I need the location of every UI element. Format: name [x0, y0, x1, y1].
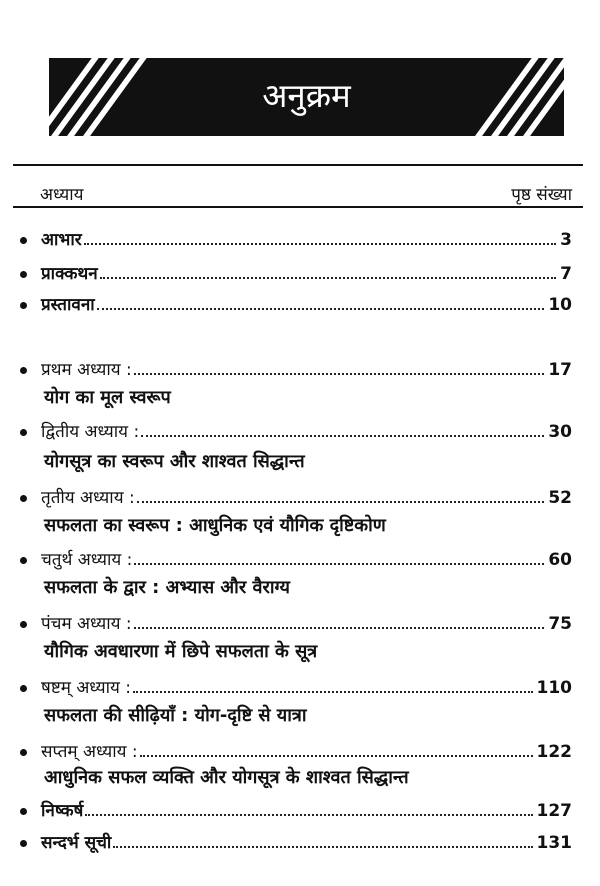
page-number: 122: [536, 742, 572, 762]
toc-entry: [20, 484, 572, 508]
chapter-subtitle: सफलता की सीढ़ियाँ : योग-दृष्टि से यात्रा: [44, 705, 307, 726]
chapter-subtitle: सफलता के द्वार : अभ्यास और वैराग्य: [44, 577, 290, 598]
toc-entry: [20, 260, 572, 284]
dot-leader: [100, 277, 556, 279]
dot-leader: [134, 627, 545, 629]
toc-entry: [20, 738, 572, 762]
toc-entry: [20, 610, 572, 634]
page-number: 17: [548, 360, 572, 380]
chapter-subtitle: सफलता का स्वरूप : आधुनिक एवं यौगिक दृष्टिकोण: [44, 515, 386, 536]
dot-leader: [141, 435, 544, 437]
bullet-icon: [20, 302, 27, 309]
entry-label: निष्कर्ष: [41, 801, 84, 821]
entry-label: तृतीय अध्याय :: [41, 488, 135, 508]
chapter-subtitle: योगसूत्र का स्वरूप और शाश्वत सिद्धान्त: [44, 451, 305, 472]
dot-leader: [84, 243, 556, 245]
page-number: 3: [560, 230, 572, 250]
bullet-icon: [20, 749, 27, 756]
page-number: 30: [548, 422, 572, 442]
entry-label: षष्टम् अध्याय :: [41, 678, 131, 698]
toc-entry: [20, 829, 572, 853]
entry-label: सन्दर्भ सूची: [41, 833, 112, 853]
entry-label: प्रथम अध्याय :: [41, 360, 132, 380]
page-number: 110: [536, 678, 572, 698]
dot-leader: [113, 846, 532, 848]
dot-leader: [85, 814, 532, 816]
bullet-icon: [20, 429, 27, 436]
page-number: 52: [548, 488, 572, 508]
bullet-icon: [20, 840, 27, 847]
entry-label: द्वितीय अध्याय :: [41, 422, 140, 442]
entry-label: प्राक्कथन: [41, 264, 98, 284]
bullet-icon: [20, 557, 27, 564]
entry-label: प्रस्तावना: [41, 295, 95, 315]
page-number: 10: [548, 295, 572, 315]
entry-label: आभार: [41, 230, 82, 250]
page-number: 131: [536, 833, 572, 853]
page-number: 75: [548, 614, 572, 634]
chapter-subtitle: आधुनिक सफल व्यक्ति और योगसूत्र के शाश्वत सिद्धान्त: [44, 767, 409, 788]
dot-leader: [134, 563, 544, 565]
toc-entry: [20, 226, 572, 250]
toc-entry: [20, 356, 572, 380]
top-rule: [13, 164, 583, 166]
toc-entry: [20, 546, 572, 570]
column-header-chapter: अध्याय: [40, 185, 84, 205]
toc-entry: [20, 797, 572, 821]
header-rule: [13, 206, 583, 208]
toc-entry: [20, 418, 572, 442]
chapter-subtitle: योग का मूल स्वरूप: [44, 387, 171, 408]
bullet-icon: [20, 367, 27, 374]
bullet-icon: [20, 808, 27, 815]
column-header-page: पृष्ठ संख्या: [511, 185, 572, 205]
dot-leader: [140, 755, 533, 757]
toc-entry: [20, 291, 572, 315]
toc-entry: [20, 674, 572, 698]
dot-leader: [97, 308, 545, 310]
page-number: 127: [536, 801, 572, 821]
bullet-icon: [20, 495, 27, 502]
dot-leader: [137, 501, 545, 503]
page-number: 7: [560, 264, 572, 284]
chapter-subtitle: यौगिक अवधारणा में छिपे सफलता के सूत्र: [44, 641, 318, 662]
bullet-icon: [20, 237, 27, 244]
entry-label: पंचम अध्याय :: [41, 614, 132, 634]
page-title: अनुक्रम: [262, 76, 351, 115]
title-banner: [49, 58, 564, 136]
entry-label: चतुर्थ अध्याय :: [41, 550, 133, 570]
dot-leader: [133, 691, 533, 693]
entry-label: सप्तम् अध्याय :: [41, 742, 138, 762]
bullet-icon: [20, 685, 27, 692]
bullet-icon: [20, 271, 27, 278]
dot-leader: [134, 373, 545, 375]
page-number: 60: [548, 550, 572, 570]
bullet-icon: [20, 621, 27, 628]
